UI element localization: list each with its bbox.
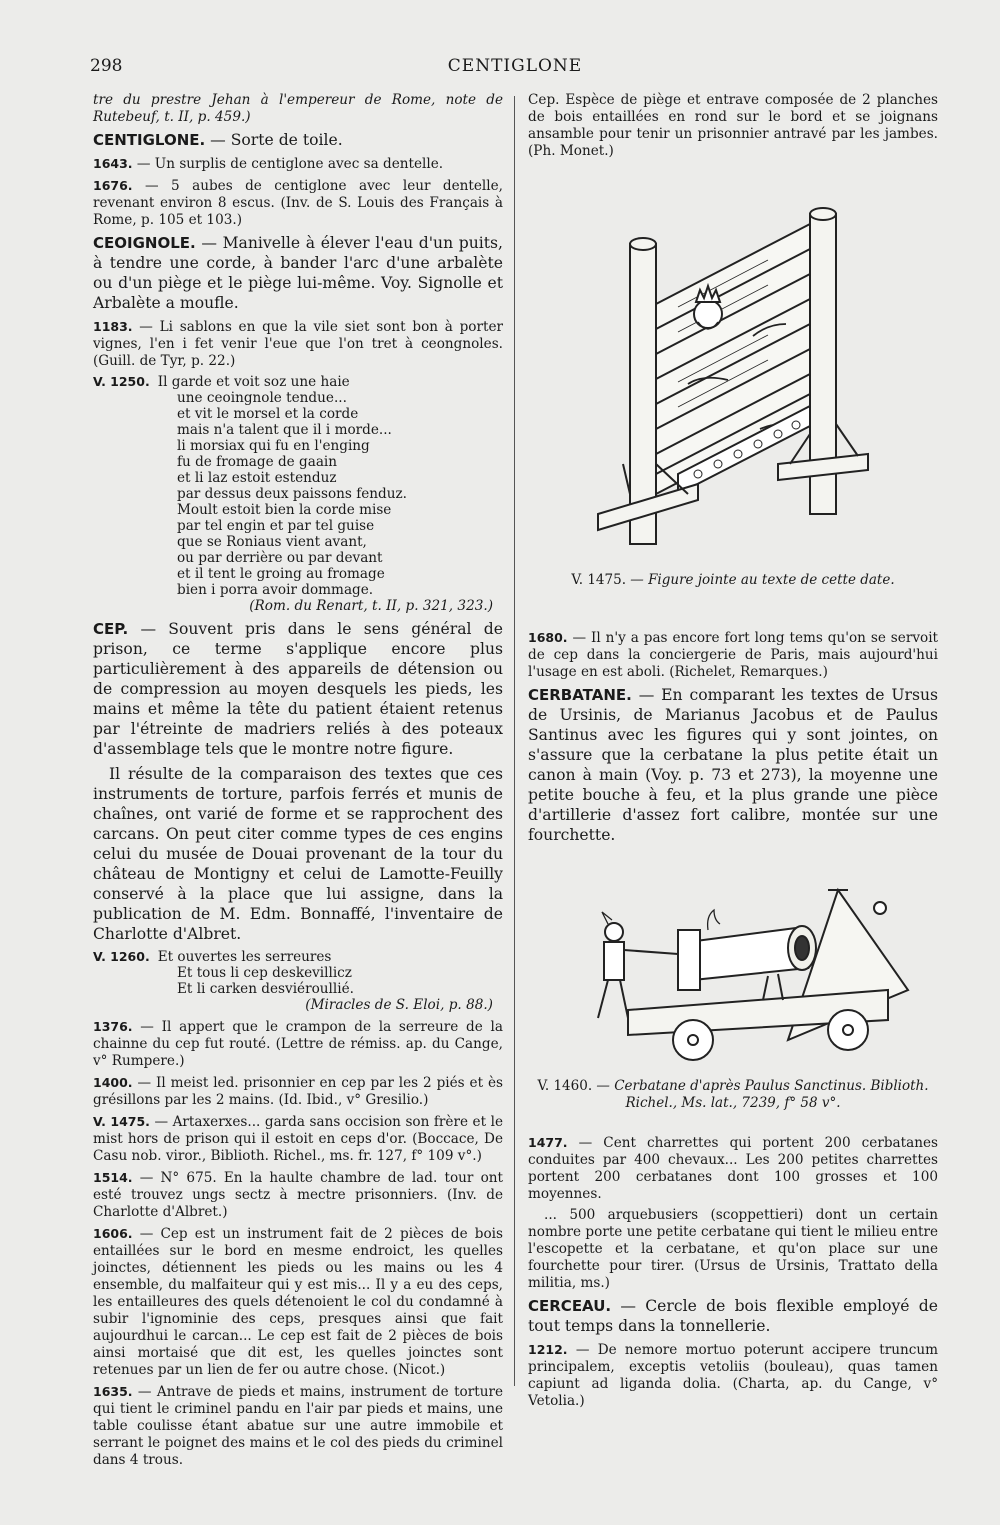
verse-line: et li laz estoit estenduz bbox=[177, 470, 337, 486]
figure-cerbatane bbox=[528, 850, 938, 1112]
continued-text: tre du prestre Jehan à l'empereur de Rome, note de Rutebeuf, t. II, p. 459.) bbox=[93, 92, 503, 125]
date-label: 1376. bbox=[93, 1019, 133, 1034]
date-label: 1400. bbox=[93, 1075, 133, 1090]
right-column bbox=[528, 92, 938, 1414]
quotation: 1183. — Li sablons en que la vile siet sont bon à porter vignes, l'en i fet venir l'eue que l'on tret à ceongnoles. (Guill. de Tyr, p. 22.) bbox=[93, 319, 503, 369]
figure-caption: V. 1475. — Figure jointe au texte de cette date. bbox=[571, 572, 895, 588]
headword: CENTIGLONE. bbox=[93, 131, 206, 149]
figure-caption: V. 1460. — Cerbatane d'après Paulus Sanctinus. Biblioth. Richel., Ms. lat., 7239, f° 58 v°. bbox=[537, 1078, 929, 1111]
date-label: 1643. bbox=[93, 156, 133, 171]
date-label: 1606. bbox=[93, 1226, 133, 1241]
quotation: 1212. — De nemore mortuo poterunt accipere truncum principalem, exceptis vetoliis (bouleau), quas tamen capiunt ad liganda dolia. (Charta, ap. du Cange, v° Vetolia.) bbox=[528, 1342, 938, 1409]
verse-citation: (Rom. du Renart, t. II, p. 321, 323.) bbox=[249, 598, 493, 614]
cannon-illustration bbox=[528, 850, 938, 1070]
quotation: ... 500 arquebusiers (scoppettieri) dont un certain nombre porte une petite cerbatane qui tient le milieu entre l'escopette et la cerbatane, et qu'on place sur une fourchette pour tirer. (Ursus de Ursinis, Trattato della militia, ms.) bbox=[528, 1207, 938, 1291]
column-divider bbox=[514, 96, 515, 1386]
page-number: 298 bbox=[90, 56, 123, 76]
quotation: 1680. — Il n'y a pas encore fort long tems qu'on se servoit de cep dans la conciergerie de Paris, mais aujourd'hui l'usage en est aboli. (Richelet, Remarques.) bbox=[528, 630, 938, 680]
verse-line: li morsiax qui fu en l'enging bbox=[177, 438, 370, 454]
verse-line: ou par derrière ou par devant bbox=[177, 550, 383, 566]
quotation: 1514. — N° 675. En la haulte chambre de lad. tour ont esté trouvez ungs sectz à mectre prisonniers. (Inv. de Charlotte d'Albret.) bbox=[93, 1170, 503, 1220]
quotation: 1676. — 5 aubes de centiglone avec leur dentelle, revenant environ 8 escus. (Inv. de S. Louis des Français à Rome, p. 105 et 103.) bbox=[93, 178, 503, 228]
headword: CERBATANE. bbox=[528, 686, 632, 704]
date-label: V. 1250. bbox=[93, 374, 150, 389]
verse-line: V. 1250. Il garde et voit soz une haie bbox=[93, 374, 350, 390]
quotation: V. 1475. — Artaxerxes... garda sans occision son frère et le mist hors de prison qui il estoit en ceps d'or. (Boccace, De Casu nob. viror., Biblioth. Richel., ms. fr. 127, f° 109 v°.) bbox=[93, 1114, 503, 1164]
entry-cerbatane: CERBATANE. — En comparant les textes de Ursus de Ursinis, de Marianus Jacobus et de Paulus Santinus avec les figures qui y sont jointes, on s'assure que la cerbatane la plus petite était un canon à main (Voy. p. 73 et 273), la moyenne une petite bouche à feu, et la plus grande une pièce d'artillerie d'assez fort calibre, montée sur une fourchette. bbox=[528, 686, 938, 844]
verse-line: Et li carken desviéroullié. bbox=[177, 981, 354, 997]
verse-quotation bbox=[93, 374, 503, 615]
verse-line: et vit le morsel et la corde bbox=[177, 406, 359, 422]
figure-cep bbox=[528, 164, 938, 589]
headword: CERCEAU. bbox=[528, 1297, 612, 1315]
verse-line: mais n'a talent que il i morde... bbox=[177, 422, 392, 438]
verse-line: par dessus deux paissons fenduz. bbox=[177, 486, 407, 502]
quotation: Cep. Espèce de piège et entrave composée de 2 planches de bois entaillées en rond sur le bord et se joignans ansamble pour tenir un prisonnier antravé par les jambes. (Ph. Monet.) bbox=[528, 92, 938, 159]
verse-line: Moult estoit bien la corde mise bbox=[177, 502, 392, 518]
stocks-illustration bbox=[528, 164, 938, 564]
quotation: 1643. — Un surplis de centiglone avec sa dentelle. bbox=[93, 156, 444, 172]
running-title: CENTIGLONE bbox=[447, 56, 583, 76]
verse-line: fu de fromage de gaain bbox=[177, 454, 338, 470]
verse-line: V. 1260. Et ouvertes les serreures bbox=[93, 949, 332, 965]
headword: CEP. bbox=[93, 620, 129, 638]
date-label: 1676. bbox=[93, 178, 133, 193]
verse-line: et il tent le groing au fromage bbox=[177, 566, 385, 582]
date-label: 1514. bbox=[93, 1170, 133, 1185]
date-label: V. 1475. bbox=[571, 572, 626, 588]
entry-cerceau: CERCEAU. — Cercle de bois flexible employé de tout temps dans la tonnellerie. bbox=[528, 1297, 938, 1335]
verse-line: Et tous li cep deskevillicz bbox=[177, 965, 352, 981]
headword: CEOIGNOLE. bbox=[93, 234, 196, 252]
entry-ceoignole: CEOIGNOLE. — Manivelle à élever l'eau d'un puits, à tendre une corde, à bander l'arc d'une arbalète ou d'un piège et le piège lui-même. Voy. Signolle et Arbalète a moufle. bbox=[93, 234, 503, 312]
date-label: V. 1260. bbox=[93, 949, 150, 964]
date-label: 1212. bbox=[528, 1342, 568, 1357]
verse-citation: (Miracles de S. Eloi, p. 88.) bbox=[305, 997, 493, 1013]
paragraph: Il résulte de la comparaison des textes que ces instruments de torture, parfois ferrés et munis de chaînes, ont varié de forme et se rapprochent des carcans. On peut citer comme types de ces engins celui du musée de Douai provenant de la tour du château de Montigny et celui de Lamotte-Feuilly conservé à la place que lui assigne, dans la publication de M. Edm. Bonnaffé, l'inventaire de Charlotte d'Albret. bbox=[93, 765, 503, 943]
date-label: 1183. bbox=[93, 319, 133, 334]
date-label: V. 1475. bbox=[93, 1114, 150, 1129]
entry-centiglone: CENTIGLONE. — Sorte de toile. bbox=[93, 131, 343, 149]
verse-line: bien i porra avoir dommage. bbox=[177, 582, 374, 598]
quotation: 1400. — Il meist led. prisonnier en cep par les 2 piés et ès grésillons par les 2 mains. (Id. Ibid., v° Gresilio.) bbox=[93, 1075, 503, 1108]
left-column bbox=[93, 92, 503, 1473]
quotation: 1477. — Cent charrettes qui portent 200 cerbatanes conduites par 400 chevaux... Les 200 petites charrettes portent 200 cerbatanes dont 100 grosses et 100 moyennes. bbox=[528, 1135, 938, 1202]
verse-line: par tel engin et par tel guise bbox=[177, 518, 375, 534]
entry-cep: CEP. — Souvent pris dans le sens général de prison, ce terme s'applique encore plus particulièrement à des appareils de détension ou de compression au moyen desquels les pieds, les mains et même la tête du patient étaient retenus par l'étreinte de madriers reliés à des poteaux d'assemblage tels que le montre notre figure. bbox=[93, 620, 503, 758]
quotation: 1635. — Antrave de pieds et mains, instrument de torture qui tient le criminel pandu en l'air par pieds et mains, une table coulisse étant abatue sur une autre immobile et serrant le poignet des mains et le col des pieds du criminel dans 4 trous. bbox=[93, 1384, 503, 1468]
date-label: 1477. bbox=[528, 1135, 568, 1150]
verse-line: que se Roniaus vient avant, bbox=[177, 534, 367, 550]
date-label: V. 1460. bbox=[537, 1078, 593, 1094]
verse-line: une ceoingnole tendue... bbox=[177, 390, 347, 406]
date-label: 1680. bbox=[528, 630, 568, 645]
quotation: 1606. — Cep est un instrument fait de 2 pièces de bois entaillées sur le bord en mesme endroict, les quelles joinctes, détiennent les pieds ou les mains ou les 4 ensemble, du malfaiteur qui y est mis... Il y a eu des ceps, les entailleures des quels détenoient le col du condamné à subir l'ignominie des ceps, presques ainsi que fait aujourdhui le carcan... Le cep est fait de 2 pièces de bois ainsi mortaisé que dit est, les quelles joinctes sont retenues par un lien de fer ou autre chose. (Nicot.) bbox=[93, 1226, 503, 1378]
quotation: 1376. — Il appert que le crampon de la serreure de la chainne du cep fut routé. (Lettre de rémiss. ap. du Cange, v° Rumpere.) bbox=[93, 1019, 503, 1069]
date-label: 1635. bbox=[93, 1384, 133, 1399]
verse-quotation bbox=[93, 949, 503, 1014]
page-header bbox=[90, 56, 940, 82]
